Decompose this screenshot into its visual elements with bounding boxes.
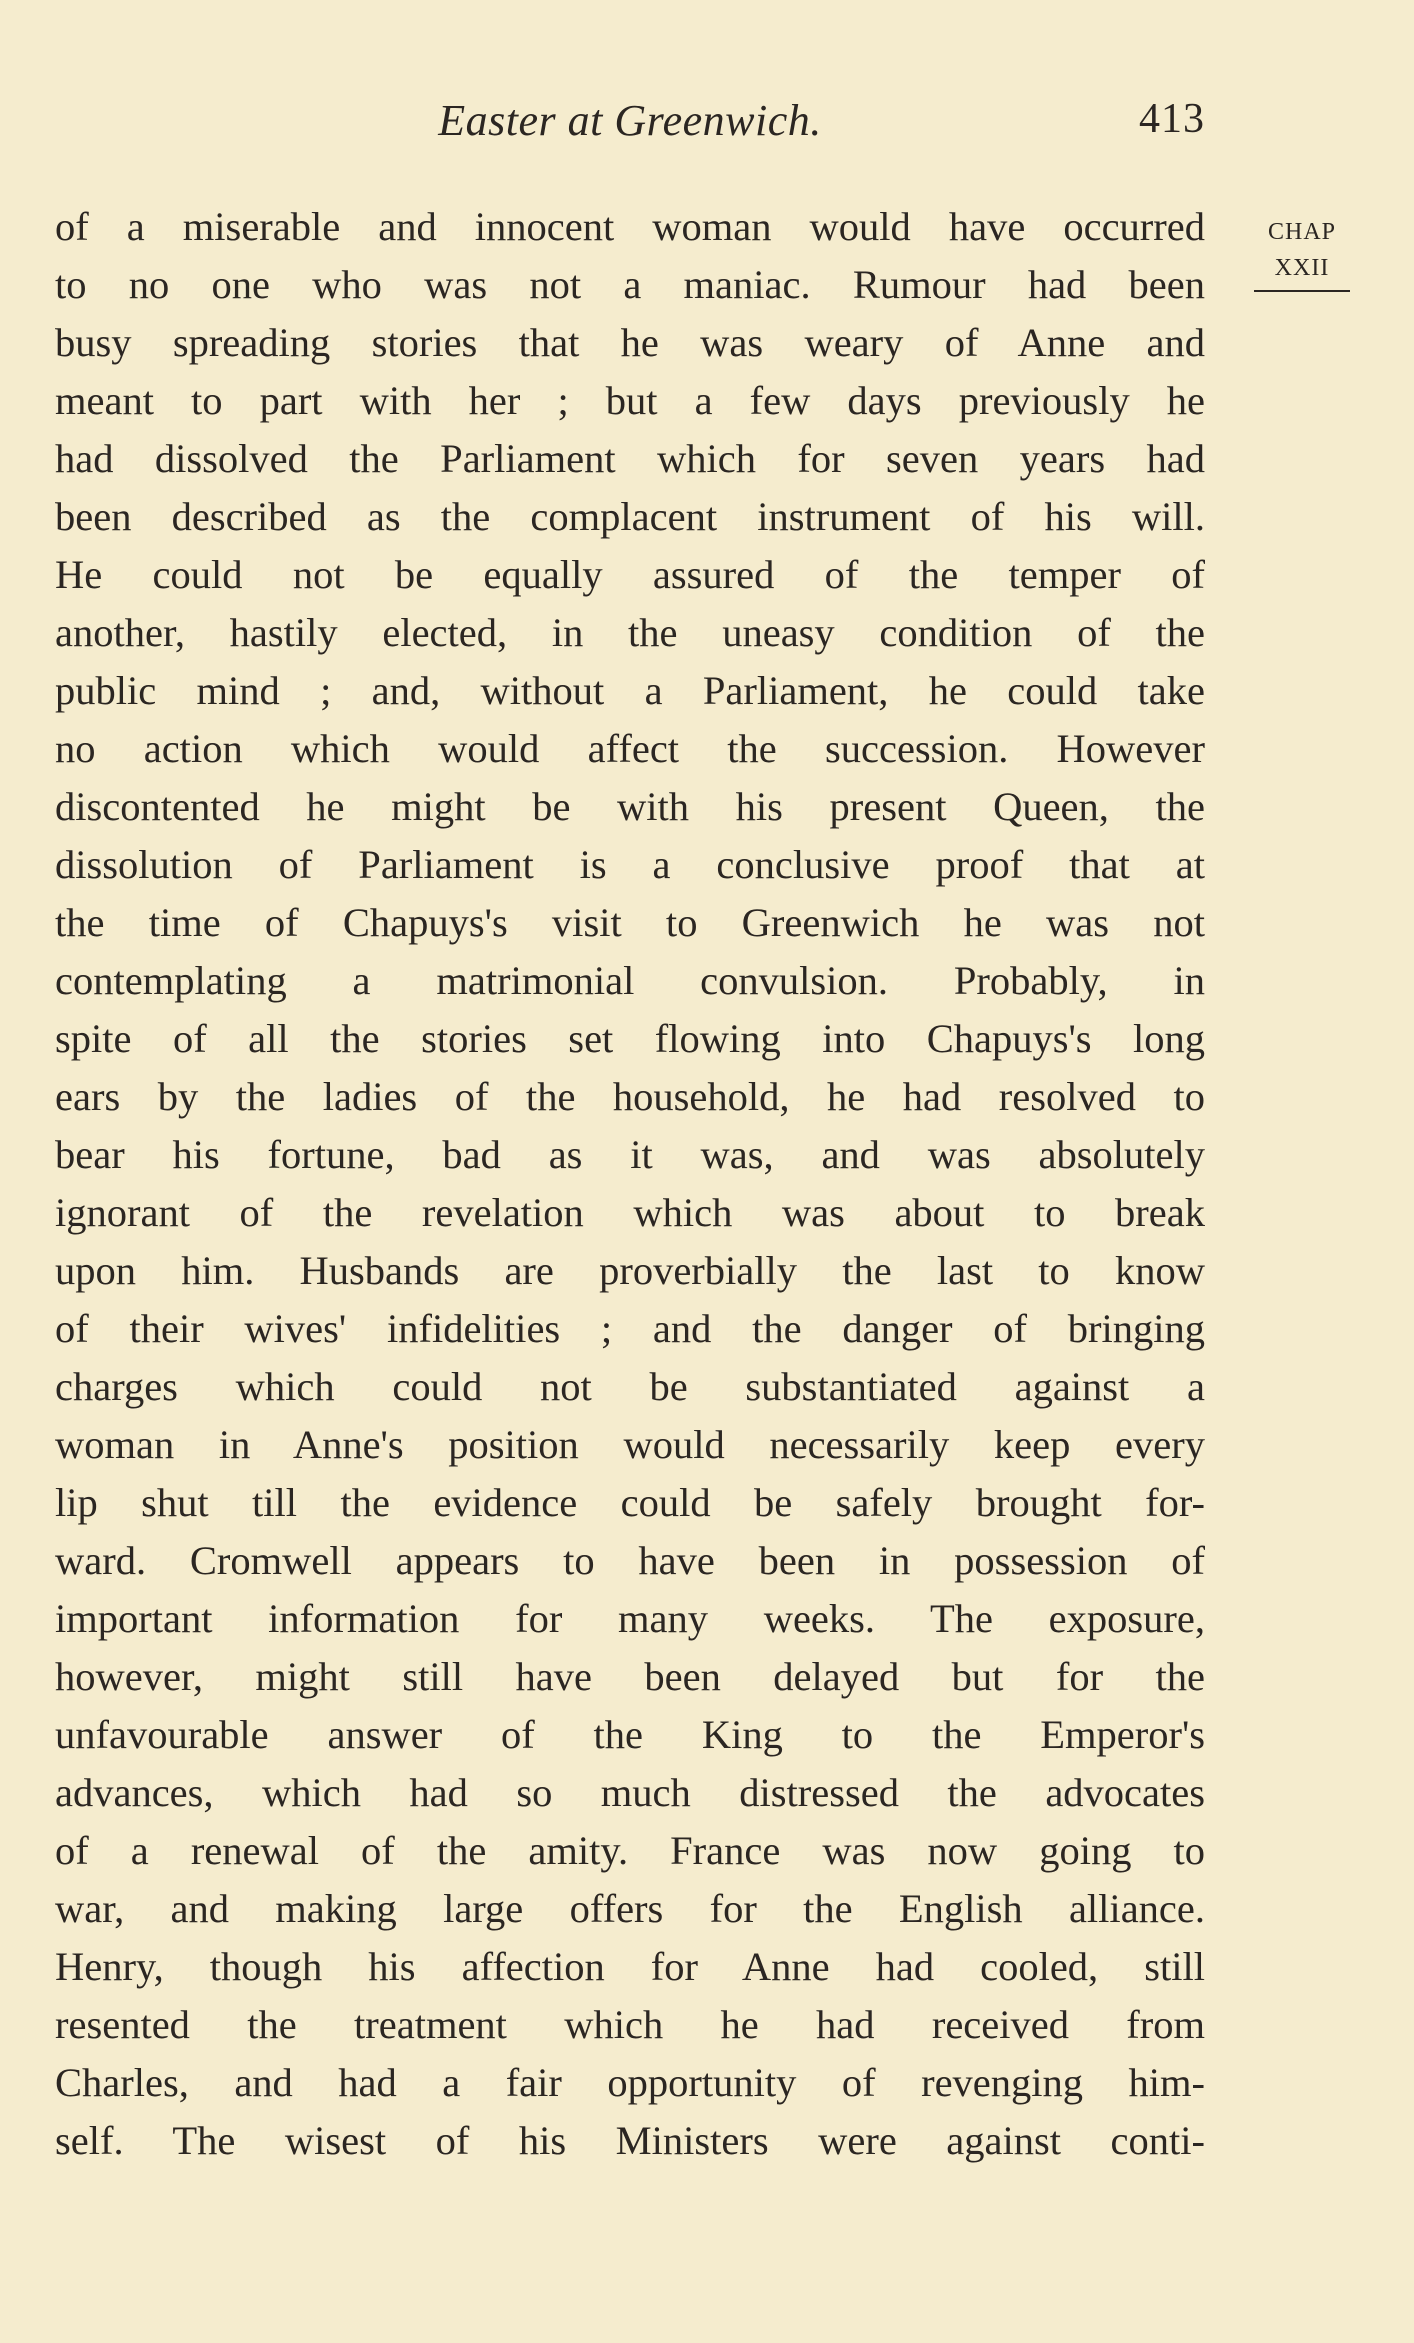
- text-line: ears by the ladies of the household, he had resolved to: [55, 1074, 1205, 1119]
- text-line: war, and making large offers for the English alliance.: [55, 1886, 1205, 1931]
- text-line: however, might still have been delayed but for the: [55, 1654, 1205, 1699]
- text-line: ignorant of the revelation which was about to break: [55, 1190, 1205, 1235]
- text-line: important information for many weeks. The exposure,: [55, 1596, 1205, 1641]
- text-line: advances, which had so much distressed the advocates: [55, 1770, 1205, 1815]
- text-line: upon him. Husbands are proverbially the last to know: [55, 1248, 1205, 1293]
- text-line: the time of Chapuys's visit to Greenwich he was not: [55, 900, 1205, 945]
- text-line: ward. Cromwell appears to have been in possession of: [55, 1538, 1205, 1583]
- text-line: lip shut till the evidence could be safely brought for-: [55, 1480, 1205, 1525]
- margin-note-chapter-number: XXII: [1274, 255, 1330, 281]
- text-line: resented the treatment which he had received from: [55, 2002, 1205, 2047]
- text-line: self. The wisest of his Ministers were against conti-: [55, 2118, 1205, 2163]
- text-line: charges which could not be substantiated against a: [55, 1364, 1205, 1409]
- margin-note-chap-label: CHAP: [1267, 219, 1337, 245]
- text-line: of a renewal of the amity. France was now going to: [55, 1828, 1205, 1873]
- text-line: of their wives' infidelities ; and the danger of bringing: [55, 1306, 1205, 1351]
- text-line: unfavourable answer of the King to the Emperor's: [55, 1712, 1205, 1757]
- text-line: meant to part with her ; but a few days previously he: [55, 378, 1205, 423]
- text-line: of a miserable and innocent woman would have occurred: [55, 204, 1205, 249]
- text-line: Charles, and had a fair opportunity of revenging him-: [55, 2060, 1205, 2105]
- body-text: [55, 198, 1205, 2170]
- text-line: no action which would affect the succession. However: [55, 726, 1205, 771]
- text-line: another, hastily elected, in the uneasy condition of the: [55, 610, 1205, 655]
- text-line: spite of all the stories set flowing into Chapuys's long: [55, 1016, 1205, 1061]
- margin-note-rule: [1254, 290, 1350, 292]
- text-line: busy spreading stories that he was weary of Anne and: [55, 320, 1205, 365]
- margin-note-chapter: [1252, 214, 1352, 292]
- running-header: [55, 95, 1205, 165]
- text-line: had dissolved the Parliament which for seven years had: [55, 436, 1205, 481]
- text-line: Henry, though his affection for Anne had cooled, still: [55, 1944, 1205, 1989]
- page-number: 413: [1139, 96, 1205, 142]
- text-line: He could not be equally assured of the temper of: [55, 552, 1205, 597]
- running-title: Easter at Greenwich.: [438, 96, 822, 145]
- text-line: public mind ; and, without a Parliament, he could take: [55, 668, 1205, 713]
- text-line: woman in Anne's position would necessarily keep every: [55, 1422, 1205, 1467]
- text-line: bear his fortune, bad as it was, and was absolutely: [55, 1132, 1205, 1177]
- text-line: been described as the complacent instrument of his will.: [55, 494, 1205, 539]
- text-line: dissolution of Parliament is a conclusive proof that at: [55, 842, 1205, 887]
- text-line: discontented he might be with his present Queen, the: [55, 784, 1205, 829]
- text-line: contemplating a matrimonial convulsion. Probably, in: [55, 958, 1205, 1003]
- text-line: to no one who was not a maniac. Rumour had been: [55, 262, 1205, 307]
